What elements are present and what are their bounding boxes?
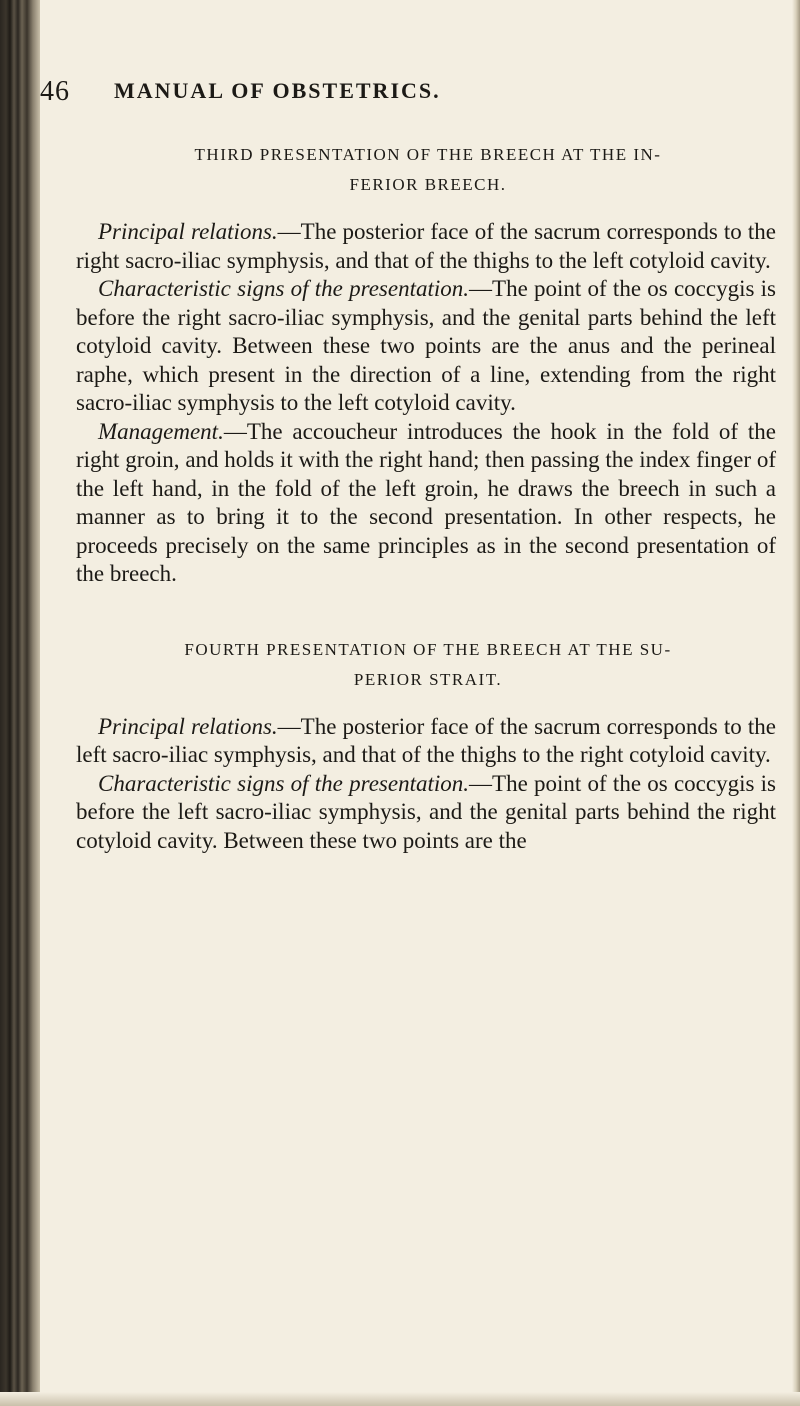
section-heading <box>76 635 776 695</box>
paragraph-management <box>76 418 776 589</box>
paragraph-principal-relations <box>76 218 776 275</box>
page-right-edge <box>792 0 800 1406</box>
section-heading <box>76 140 776 200</box>
paragraph-text: —The accoucheur introduces the hook in the fold of the right groin, and holds it with the right hand; then passing the index finger of the left hand, in the fold of the left groin, he draws the breech in such a manner as to bring it to the second presentation. In other respects, he proceeds precisely on the same principles as in the second presentation of the breech. <box>76 418 776 586</box>
paragraph-text: —The point of the os coccygis is before the right sacro-iliac symphysis, and the genital parts behind the left cotyloid cavity. Between these two points are the anus and the perineal raphe, which present in the direction of a line, extending from the right sacro-iliac symphysis to the left cotyloid cavity. <box>76 276 777 415</box>
heading-line: PERIOR STRAIT. <box>353 669 503 689</box>
paragraph-text: —The posterior face of the sacrum corresponds to the right sacro-iliac symphysis, and that of the thighs to the left cotyloid cavity. <box>76 219 776 273</box>
section-third-presentation <box>76 140 776 589</box>
page-bottom-edge <box>0 1392 800 1406</box>
paragraph-lead: Principal relations. <box>98 713 278 739</box>
paragraph-characteristic-signs <box>76 770 776 856</box>
paragraph-principal-relations <box>76 713 776 770</box>
section-fourth-presentation <box>76 635 776 856</box>
paragraph-lead: Characteristic signs of the presentation. <box>98 276 470 301</box>
running-title: MANUAL OF OBSTETRICS. <box>114 78 441 103</box>
paragraph-lead: Characteristic signs of the presentation. <box>98 770 470 796</box>
paragraph-lead: Management. <box>98 418 224 444</box>
running-head <box>40 70 776 120</box>
paragraph-lead: Principal relations. <box>98 219 278 244</box>
heading-line: THIRD PRESENTATION OF THE BREECH AT THE IN- <box>194 145 662 164</box>
book-binding-edge <box>0 0 40 1406</box>
paragraph-text: —The point of the os coccygis is before the left sacro-iliac symphysis, and the genital parts behind the right cotyloid cavity. Between these two points are the <box>76 770 777 853</box>
page-number: 46 <box>40 76 70 107</box>
heading-line: FOURTH PRESENTATION OF THE BREECH AT THE SU- <box>184 639 672 659</box>
heading-line: FERIOR BREECH. <box>349 175 507 194</box>
book-page <box>40 70 777 855</box>
paragraph-text: —The posterior face of the sacrum corresponds to the left sacro-iliac symphysis, and that of the thighs to the right cotyloid cavity. <box>76 713 776 767</box>
paragraph-characteristic-signs <box>76 275 776 418</box>
